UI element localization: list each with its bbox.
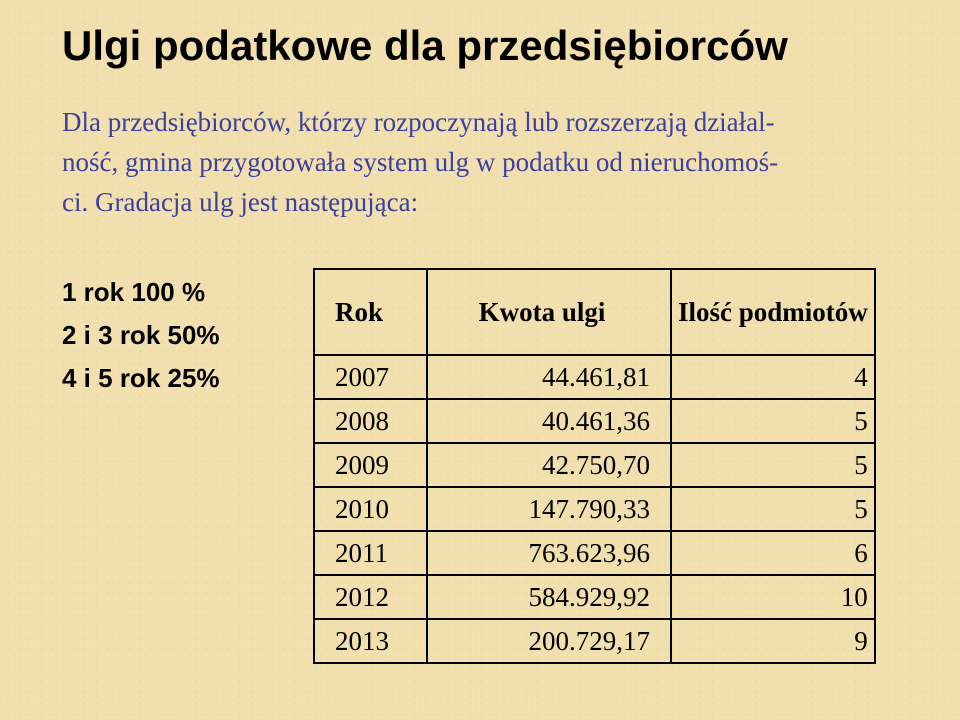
relief-table — [313, 268, 876, 664]
intro-line: ność, gmina przygotowała system ulg w podatku od nieruchomoś- — [62, 147, 779, 177]
table-row — [314, 619, 875, 663]
cell-amount: 147.790,33 — [427, 487, 671, 531]
table-row — [314, 575, 875, 619]
cell-amount: 40.461,36 — [427, 399, 671, 443]
cell-year: 2009 — [314, 443, 427, 487]
table-row — [314, 399, 875, 443]
cell-count: 10 — [671, 575, 875, 619]
page-title: Ulgi podatkowe dla przedsiębiorców — [62, 22, 788, 69]
relief-level-item: 1 rok 100 % — [62, 277, 206, 307]
cell-year: 2013 — [314, 619, 427, 663]
intro-line: Dla przedsiębiorców, którzy rozpoczynają lub rozszerzają działal- — [62, 107, 775, 137]
header-amount: Kwota ulgi — [427, 269, 671, 355]
relief-level-item: 4 i 5 rok 25% — [62, 363, 220, 393]
table-header-row — [314, 269, 875, 355]
intro-line: ci. Gradacja ulg jest następująca: — [62, 187, 419, 217]
relief-level-item: 2 i 3 rok 50% — [62, 320, 220, 350]
cell-count: 6 — [671, 531, 875, 575]
cell-count: 5 — [671, 443, 875, 487]
cell-year: 2011 — [314, 531, 427, 575]
cell-amount: 584.929,92 — [427, 575, 671, 619]
relief-levels-list — [62, 274, 220, 403]
table-row — [314, 355, 875, 399]
cell-count: 5 — [671, 487, 875, 531]
cell-amount: 42.750,70 — [427, 443, 671, 487]
cell-count: 4 — [671, 355, 875, 399]
cell-year: 2010 — [314, 487, 427, 531]
cell-year: 2008 — [314, 399, 427, 443]
cell-count: 5 — [671, 399, 875, 443]
cell-year: 2012 — [314, 575, 427, 619]
intro-paragraph — [62, 102, 862, 222]
header-count: Ilość podmiotów — [671, 269, 875, 355]
table-row — [314, 531, 875, 575]
table-row — [314, 443, 875, 487]
header-year: Rok — [314, 269, 427, 355]
cell-count: 9 — [671, 619, 875, 663]
cell-amount: 200.729,17 — [427, 619, 671, 663]
cell-amount: 763.623,96 — [427, 531, 671, 575]
cell-amount: 44.461,81 — [427, 355, 671, 399]
table-row — [314, 487, 875, 531]
cell-year: 2007 — [314, 355, 427, 399]
